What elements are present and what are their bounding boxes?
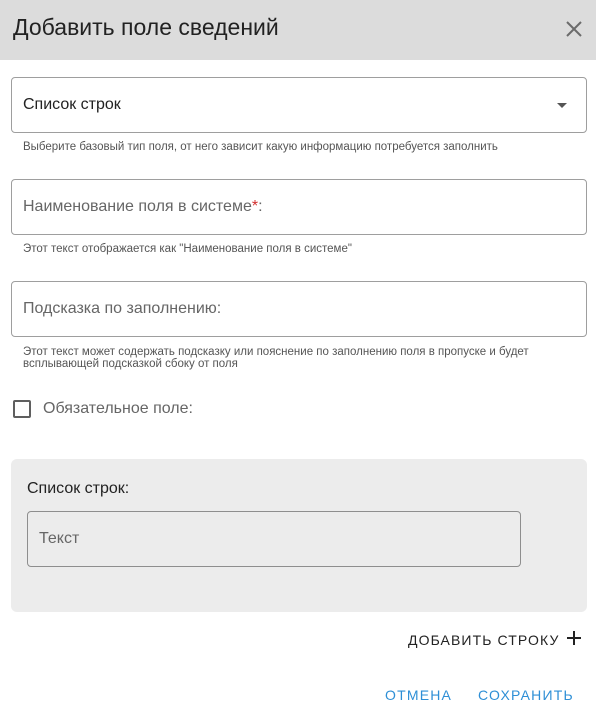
hint-helper: Этот текст может содержать подсказку или пояснение по заполнению поля в пропуске и будет всплывающей подсказкой сбоку от поля <box>23 346 529 370</box>
dropdown-arrow-icon <box>557 103 567 108</box>
string-list-title: Список строк: <box>27 480 130 497</box>
hint-input[interactable] <box>11 281 587 337</box>
close-icon <box>562 17 586 41</box>
close-button[interactable] <box>562 17 586 41</box>
field-type-helper: Выберите базовый тип поля, от него зависит какую информацию потребуется заполнить <box>23 141 498 153</box>
string-list-panel <box>11 459 587 612</box>
checkbox-unchecked-icon[interactable] <box>13 400 31 418</box>
field-type-value: Список строк <box>23 96 121 113</box>
hint-placeholder: Подсказка по заполнению: <box>23 300 222 317</box>
required-star: * <box>251 198 259 215</box>
dialog-header <box>0 0 596 60</box>
string-item-placeholder: Текст <box>39 530 80 547</box>
string-item-input[interactable] <box>27 511 521 567</box>
field-type-select[interactable] <box>11 77 587 133</box>
cancel-button[interactable]: ОТМЕНА <box>385 687 453 703</box>
field-name-helper: Этот текст отображается как "Наименование поля в системе" <box>23 243 352 255</box>
plus-icon <box>566 630 582 646</box>
save-button[interactable]: СОХРАНИТЬ <box>478 687 574 703</box>
add-row-label: ДОБАВИТЬ СТРОКУ <box>408 632 560 648</box>
dialog-title: Добавить поле сведений <box>13 14 279 40</box>
field-name-input[interactable] <box>11 179 587 235</box>
field-name-placeholder: Наименование поля в системе*: <box>23 198 263 215</box>
required-checkbox-label: Обязательное поле: <box>43 400 193 417</box>
